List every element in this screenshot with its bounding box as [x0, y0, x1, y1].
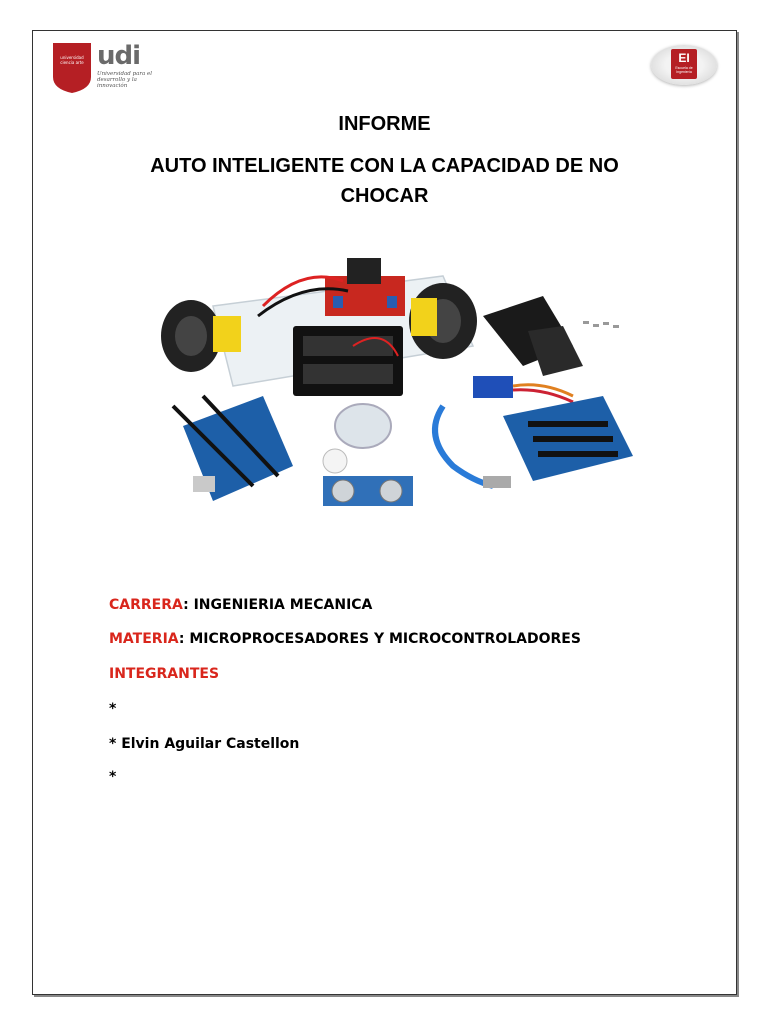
materia-line [109, 631, 581, 647]
carrera-label: CARRERA [109, 597, 184, 613]
integrantes-label: INTEGRANTES [109, 666, 220, 682]
materia-value: : MICROPROCESADORES Y MICROCONTROLADORES [178, 631, 581, 647]
document-title: INFORME [338, 113, 431, 135]
robot-car-kit-photo [143, 236, 633, 506]
member-item: * [109, 769, 117, 785]
udi-shield-icon [53, 43, 91, 93]
udi-tagline: Universidad para el desarrollo y la innovación [97, 71, 153, 89]
materia-label: MATERIA [109, 631, 179, 647]
carrera-value: : INGENIERIA MECANICA [183, 597, 373, 613]
document-page [32, 30, 737, 995]
member-item: * Elvin Aguilar Castellon [109, 736, 300, 752]
udi-shield-text: universidad ciencia arte [60, 55, 84, 65]
ei-badge [671, 49, 697, 79]
ei-letters: EI [678, 51, 690, 65]
udi-logo [53, 43, 173, 95]
document-subtitle: AUTO INTELIGENTE CON LA CAPACIDAD DE NO CHOCAR [150, 155, 619, 207]
wheel-right [409, 283, 477, 359]
carrera-line [109, 597, 372, 613]
member-item: * [109, 701, 117, 717]
ei-subtitle: Escuela de Ingeniería [675, 66, 693, 74]
ei-logo [651, 45, 717, 85]
integrantes-line [109, 666, 219, 682]
udi-wordmark: udi [97, 41, 141, 71]
